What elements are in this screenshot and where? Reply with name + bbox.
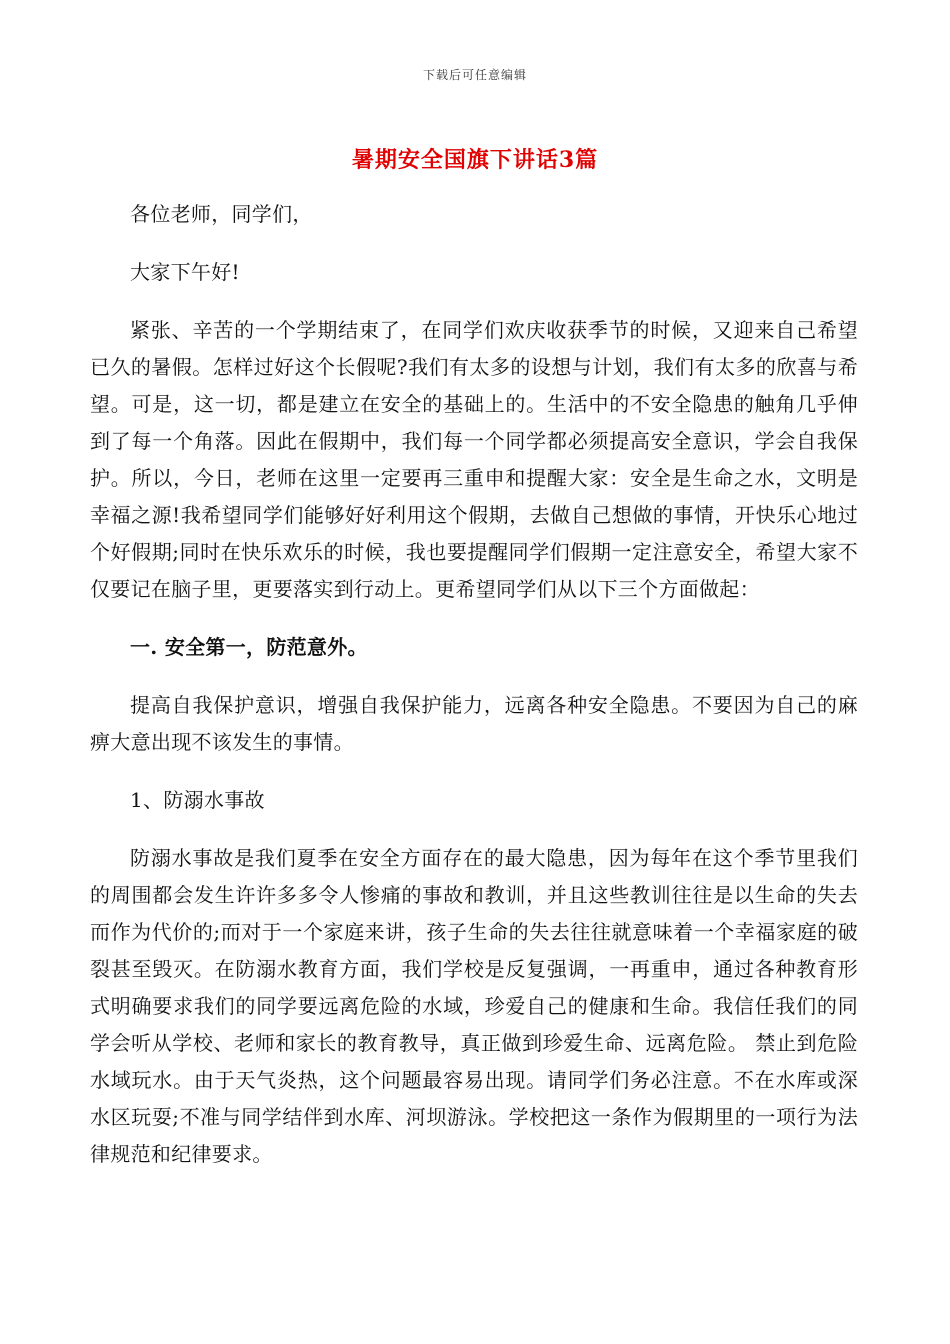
intro-paragraph: 紧张、辛苦的一个学期结束了，在同学们欢庆收获季节的时候，又迎来自己希望已久的暑假。怎样过好这个长假呢?我们有太多的设想与计划，我们有太多的欣喜与希望。可是，这一切，都是建立在安全的基础上的。生活中的不安全隐患的触角几乎伸到了每一个角落。因此在假期中，我们每一个同学都必须提高安全意识，学会自我保护。所以，今日，老师在这里一定要再三重申和提醒大家：安全是生命之水，文明是幸福之源!我希望同学们能够好好利用这个假期，去做自己想做的事情，开快乐心地过个好假期;同时在快乐欢乐的时候，我也要提醒同学们假期一定注意安全，希望大家不仅要记在脑子里，更要落实到行动上。更希望同学们从以下三个方面做起： <box>90 318 858 601</box>
greeting-paragraph: 各位老师，同学们， <box>130 202 313 226</box>
document-title: 暑期安全国旗下讲话3篇 <box>351 147 599 173</box>
section-heading: 一. 安全第一，防范意外。 <box>130 635 368 659</box>
greeting-paragraph: 大家下午好! <box>130 260 240 284</box>
body-paragraph: 防溺水事故是我们夏季在安全方面存在的最大隐患，因为每年在这个季节里我们的周围都会发生许许多多令人惨痛的事故和教训，并且这些教训往往是以生命的失去而作为代价的;而对于一个家庭来讲，孩子生命的失去往往就意味着一个幸福家庭的破裂甚至毁灭。在防溺水教育方面，我们学校是反复强调，一再重申，通过各种教育形式明确要求我们的同学要远离危险的水域，珍爱自己的健康和生命。我信任我们的同学会听从学校、老师和家长的教育教导，真正做到珍爱生命、远离危险。 禁止到危险水域玩水。由于天气炎热，这个问题最容易出现。请同学们务必注意。不在水库或深水区玩耍;不准与同学结伴到水库、河坝游泳。学校把这一条作为假期里的一项行为法律规范和纪律要求。 <box>90 846 858 1166</box>
document-body <box>90 196 858 1173</box>
body-paragraph: 提高自我保护意识，增强自我保护能力，远离各种安全隐患。不要因为自己的麻痹大意出现不该发生的事情。 <box>90 693 858 754</box>
header-note: 下载后可任意编辑 <box>422 68 527 82</box>
subsection-heading: 1、防溺水事故 <box>130 788 265 812</box>
